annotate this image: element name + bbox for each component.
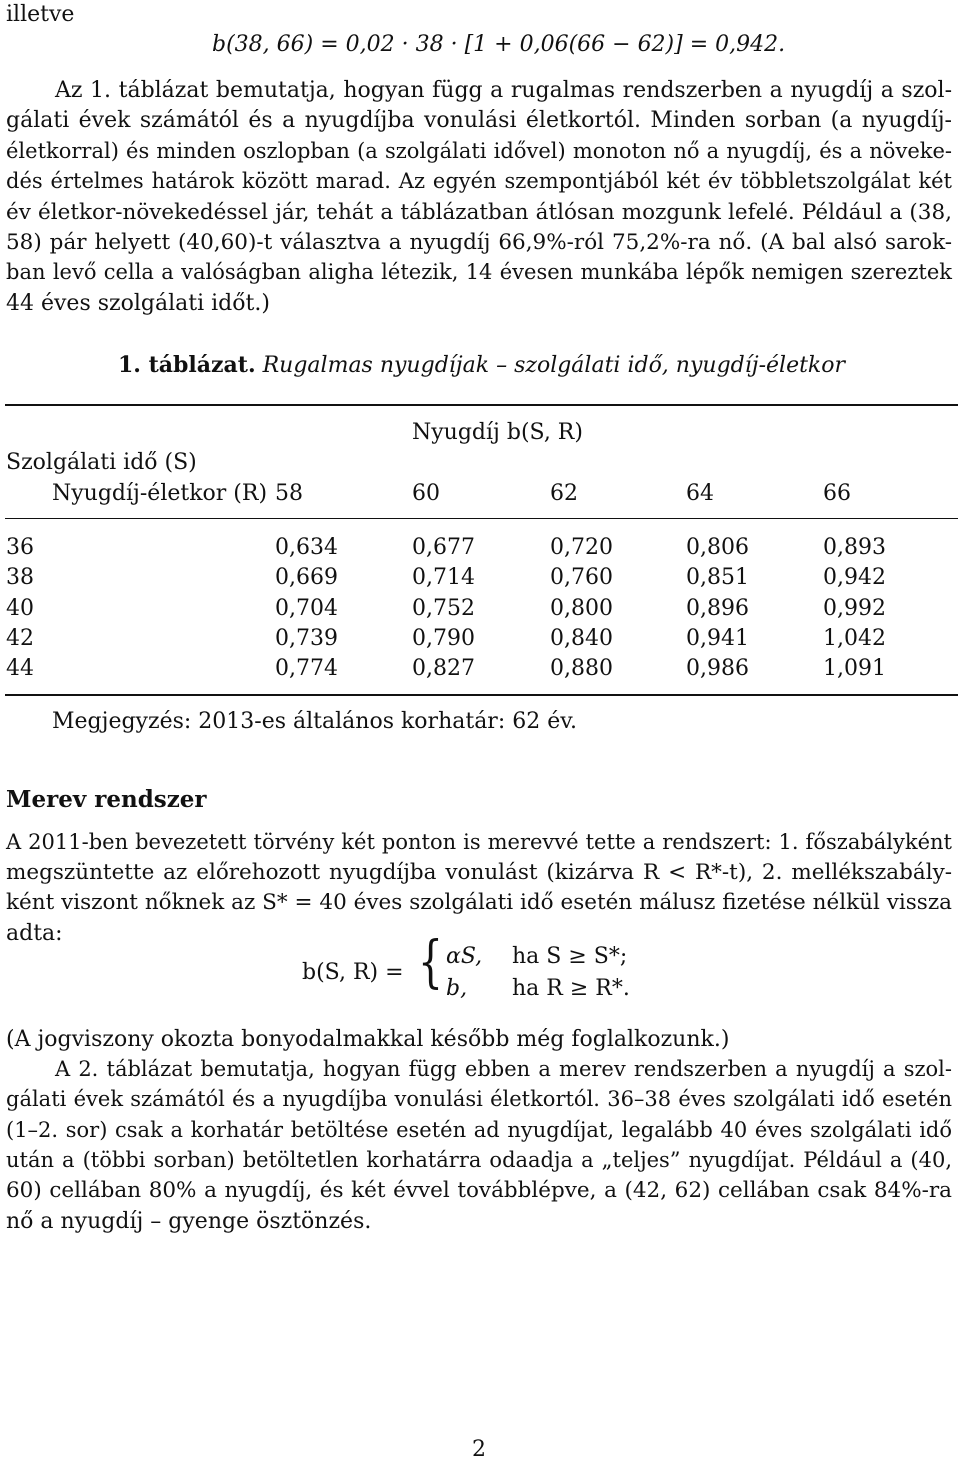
table-cell: 0,942 xyxy=(823,565,886,590)
table-cell: 0,739 xyxy=(275,626,338,651)
section-heading: Merev rendszer xyxy=(6,786,207,813)
table-cell: 0,760 xyxy=(550,565,613,590)
table-cell: 0,806 xyxy=(686,535,749,560)
table-cell: 0,677 xyxy=(412,535,475,560)
table-note: Megjegyzés: 2013-es általános korhatár: 62 év. xyxy=(52,709,578,734)
table-cell: 0,893 xyxy=(823,535,886,560)
paragraph-line: 60) cellában 80% a nyugdíj, és két évvel továbblépve, a (42, 62) cellában csak 84%-ra xyxy=(6,1178,952,1203)
table-cell: 0,790 xyxy=(412,626,475,651)
table-cell: 0,840 xyxy=(550,626,613,651)
table-col-header: 62 xyxy=(550,481,578,506)
paragraph-line: gálati évek számától és a nyugdíjba vonulási életkortól. 36–38 éves szolgálati idő esetén xyxy=(6,1087,952,1111)
table-cell: 0,986 xyxy=(686,656,749,681)
table-col-header: 58 xyxy=(275,481,303,506)
intro-word: illetve xyxy=(6,2,75,27)
paragraph-line: ban levő cella a valóságban aligha létezik, 14 évesen munkába lépők nemigen szereztek xyxy=(6,260,952,284)
table-cell: 1,042 xyxy=(823,626,886,651)
after-equation-text: (A jogviszony okozta bonyodalmakkal később még foglalkozunk.) xyxy=(6,1027,730,1052)
table-cell: 0,714 xyxy=(412,565,475,590)
table-cell: 0,896 xyxy=(686,596,749,621)
paragraph-line: 44 éves szolgálati időt.) xyxy=(6,291,270,316)
equation-lhs: b(S, R) = xyxy=(302,960,404,985)
table-cell: 1,091 xyxy=(823,656,886,681)
table-cell: 0,752 xyxy=(412,596,475,621)
page-number: 2 xyxy=(472,1437,486,1462)
table-cell: 0,851 xyxy=(686,565,749,590)
table-caption-label: 1. táblázat. xyxy=(118,352,256,378)
table-cell: 0,800 xyxy=(550,596,613,621)
table-row-header: Szolgálati idő (S) xyxy=(6,450,197,475)
paragraph-line: adta: xyxy=(6,921,63,946)
table-cell: 42 xyxy=(6,626,34,651)
table-cell: 0,634 xyxy=(275,535,338,560)
paragraph-line: megszüntette az előrehozott nyugdíjba vonulást (kizárva R < R*-t), 2. mellékszabály- xyxy=(6,860,952,885)
paragraph-line: ként viszont nőknek az S* = 40 éves szolgálati idő esetén málusz fizetése nélkül vissza xyxy=(6,890,952,915)
table-col-header: 60 xyxy=(412,481,440,506)
left-brace: { xyxy=(418,930,443,995)
table-cell: 0,880 xyxy=(550,656,613,681)
table-super-header: Nyugdíj b(S, R) xyxy=(412,420,583,445)
table-cell: 38 xyxy=(6,565,34,590)
table-cell: 40 xyxy=(6,596,34,621)
paragraph-line: Az 1. táblázat bemutatja, hogyan függ a rugalmas rendszerben a nyugdíj a szol- xyxy=(55,78,952,103)
example-formula: b(38, 66) = 0,02 · 38 · [1 + 0,06(66 − 62)] = 0,942. xyxy=(212,32,786,57)
table-col-header: 64 xyxy=(686,481,714,506)
table-cell: 36 xyxy=(6,535,34,560)
paragraph-line: nő a nyugdíj – gyenge ösztönzés. xyxy=(6,1209,372,1234)
paragraph-line: dés értelmes határok között marad. Az egyén szempontjából két év többletszolgálat két xyxy=(6,169,952,193)
equation-case2-cond: ha R ≥ R*. xyxy=(512,976,630,1001)
paragraph-line: után a (többi sorban) betöltetlen korhatárra odaadja a „teljes” nyugdíjat. Például a (40, xyxy=(6,1148,952,1172)
paragraph-line: (1–2. sor) csak a korhatár betöltése esetén ad nyugdíjat, legalább 40 éves szolgálati idő xyxy=(6,1118,952,1142)
table-cell: 0,941 xyxy=(686,626,749,651)
table-cell: 0,720 xyxy=(550,535,613,560)
table-cell: 0,992 xyxy=(823,596,886,621)
table-cell: 0,827 xyxy=(412,656,475,681)
table-top-rule xyxy=(5,404,958,406)
table-cell: 44 xyxy=(6,656,34,681)
paragraph-line: 58) pár helyett (40,60)-t választva a nyugdíj 66,9%-ról 75,2%-ra nő. (A bal alsó sarok- xyxy=(6,230,952,255)
equation-case2-value: b, xyxy=(446,976,468,1001)
table-cell: 0,669 xyxy=(275,565,338,590)
table-cell: 0,774 xyxy=(275,656,338,681)
paragraph-line: A 2011-ben bevezetett törvény két ponton is merevvé tette a rendszert: 1. főszabályként xyxy=(6,830,952,854)
table-caption-text: Rugalmas nyugdíjak – szolgálati idő, nyugdíj-életkor xyxy=(262,353,846,378)
paragraph-line: gálati évek számától és a nyugdíjba vonulási életkortól. Minden sorban (a nyugdíj- xyxy=(6,108,952,133)
table-mid-rule xyxy=(5,518,958,519)
equation-case1-value: αS, xyxy=(446,944,483,969)
paragraph-line: életkorral) és minden oszlopban (a szolgálati idővel) monoton nő a nyugdíj, és a növeke- xyxy=(6,139,952,163)
table-cell: 0,704 xyxy=(275,596,338,621)
table-bottom-rule xyxy=(5,694,958,696)
paragraph-line: év életkor-növekedéssel jár, tehát a táblázatban átlósan mozgunk lefelé. Például a (38, xyxy=(6,200,952,225)
table-caption xyxy=(118,352,845,378)
table-col-header-label: Nyugdíj-életkor (R) xyxy=(52,481,268,506)
paragraph-line: A 2. táblázat bemutatja, hogyan függ ebben a merev rendszerben a nyugdíj a szol- xyxy=(55,1057,952,1081)
table-col-header: 66 xyxy=(823,481,851,506)
equation-case1-cond: ha S ≥ S*; xyxy=(512,944,628,969)
